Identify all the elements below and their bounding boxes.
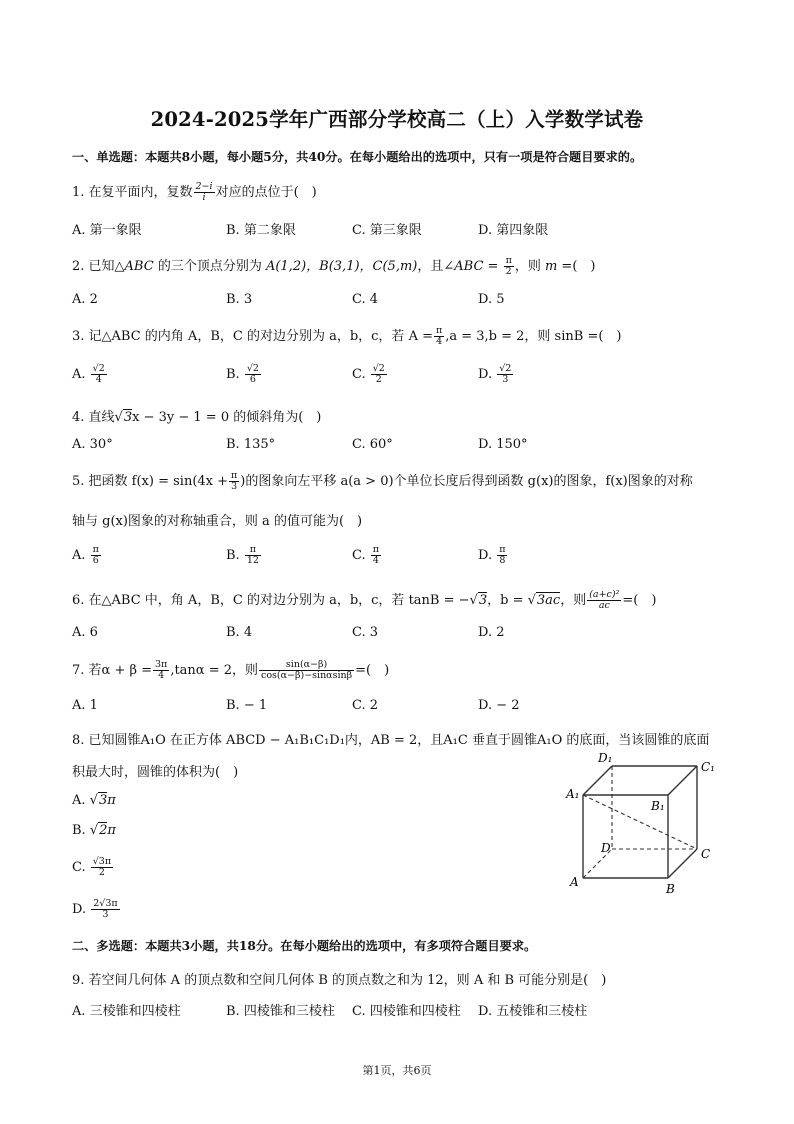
question-8-line-2: 积最大时，圆锥的体积为( ) [72,765,239,780]
option-a: A. $\frac{\pi}{6}$ [72,544,99,566]
vertex-label-d: D [601,841,611,855]
vertex-label-a1: A₁ [566,787,580,801]
page-footer: 第1页，共6页 [362,1064,432,1077]
fraction: $\frac{\pi}{4}$ [435,325,443,347]
fraction: $\frac{2-i}{i}$ [195,181,213,203]
option-c: C. $\frac{√3\pi}{2}$ [72,856,112,878]
question-4: 4. 直线√3x − 3y − 1 = 0 的倾斜角为( ) [72,410,322,425]
option-c: C. $\frac{\pi}{4}$ [352,544,379,566]
option-d: D. 2 [478,625,505,640]
fraction: $\frac{\pi}{2}$ [505,255,512,277]
vertex-label-b1: B₁ [651,799,665,813]
option-a: A. 第一象限 [72,223,142,238]
vertex-label-a: A [570,875,579,889]
vertex-label-b: B [666,882,675,896]
option-b: B. $\frac{√2}{6}$ [226,363,259,385]
option-a: A. 1 [72,698,98,713]
question-9: 9. 若空间几何体 A 的顶点数和空间几何体 B 的顶点数之和为 12，则 A 和 B 可能分别是( ) [72,973,607,988]
question-8-line-1: 8. 已知圆锥A₁O 在正方体 ABCD − A₁B₁C₁D₁内，AB = 2，且A₁C 垂直于圆锥A₁O 的底面，当该圆锥的底面 [72,733,710,748]
option-b: B. 3 [226,292,253,307]
question-2: 2. 已知△ABC 的三个顶点分别为 A(1,2)，B(3,1)，C(5,m)，且∠ABC = $\frac{\pi}{2}$ ，则 m =( ) [72,255,596,277]
option-b: B. 四棱锥和三棱柱 [226,1004,335,1019]
option-b: B. − 1 [226,698,268,713]
cube-diagram [560,748,730,896]
question-5-line-1: 5. 把函数 f(x) = sin(4x + $\frac{\pi}{3}$ )的图象向左平移 a(a > 0)个单位长度后得到函数 g(x)的图象，f(x)图象的对称 [72,470,693,492]
question-7: 7. 若α + β = $\frac{3\pi}{4}$ ,tanα = 2，则 $\frac{\sin(\alpha-\beta)}{\cos(\alpha-\beta)-\sin\alpha\sin\beta}$ =( ) [72,659,390,681]
option-d: D. $\frac{\pi}{8}$ [478,544,506,566]
section-heading-single-choice: 一、单选题：本题共8小题，每小题5分，共40分。在每小题给出的选项中，只有一项是符合题目要求的。 [72,150,643,164]
page-title: 2024-2025学年广西部分学校高二（上）入学数学试卷 [150,108,644,131]
option-a: A. 2 [72,292,98,307]
option-a: A. 30° [72,437,113,452]
option-c: C. 3 [352,625,379,640]
option-d: D. $\frac{√2}{3}$ [478,363,512,385]
option-c: C. 四棱锥和四棱柱 [352,1004,461,1019]
question-1: 1. 在复平面内，复数 $\frac{2-i}{i}$ 对应的点位于( ) [72,181,317,203]
option-c: C. 2 [352,698,379,713]
question-5-line-2: 轴与 g(x)图象的对称轴重合，则 a 的值可能为( ) [72,514,363,529]
vertex-label-c: C [701,847,711,861]
vertex-label-d1: D₁ [598,751,613,765]
option-b: B. 第二象限 [226,223,296,238]
option-a: A. √3π [72,793,116,808]
option-b: B. $\frac{\pi}{12}$ [226,544,259,566]
option-a: A. $\frac{√2}{4}$ [72,363,105,385]
option-d: D. 第四象限 [478,223,549,238]
option-d: D. 150° [478,437,528,452]
option-b: B. 135° [226,437,276,452]
option-a: A. 三棱锥和四棱柱 [72,1004,181,1019]
option-d: D. $\frac{2√3\pi}{3}$ [72,898,118,920]
option-a: A. 6 [72,625,98,640]
option-d: D. − 2 [478,698,520,713]
option-c: C. $\frac{√2}{2}$ [352,363,385,385]
question-6: 6. 在△ABC 中，角 A，B，C 的对边分别为 a，b，c，若 tanB = −√3，b = √3ac，则 $\frac{\text{(a+c)²}}{ac}$ =( ) [72,589,657,611]
option-c: C. 60° [352,437,393,452]
option-b: B. 4 [226,625,253,640]
option-c: C. 4 [352,292,379,307]
option-c: C. 第三象限 [352,223,422,238]
vertex-label-c1: C₁ [701,760,715,774]
option-d: D. 五棱锥和三棱柱 [478,1004,588,1019]
section-heading-multi-choice: 二、多选题：本题共3小题，共18分。在每小题给出的选项中，有多项符合题目要求。 [72,939,537,953]
option-b: B. √2π [72,823,116,838]
question-3: 3. 记△ABC 的内角 A，B，C 的对边分别为 a，b，c，若 A = $\frac{\pi}{4}$ ,a = 3,b = 2，则 sinB =( ) [72,325,622,347]
option-d: D. 5 [478,292,505,307]
